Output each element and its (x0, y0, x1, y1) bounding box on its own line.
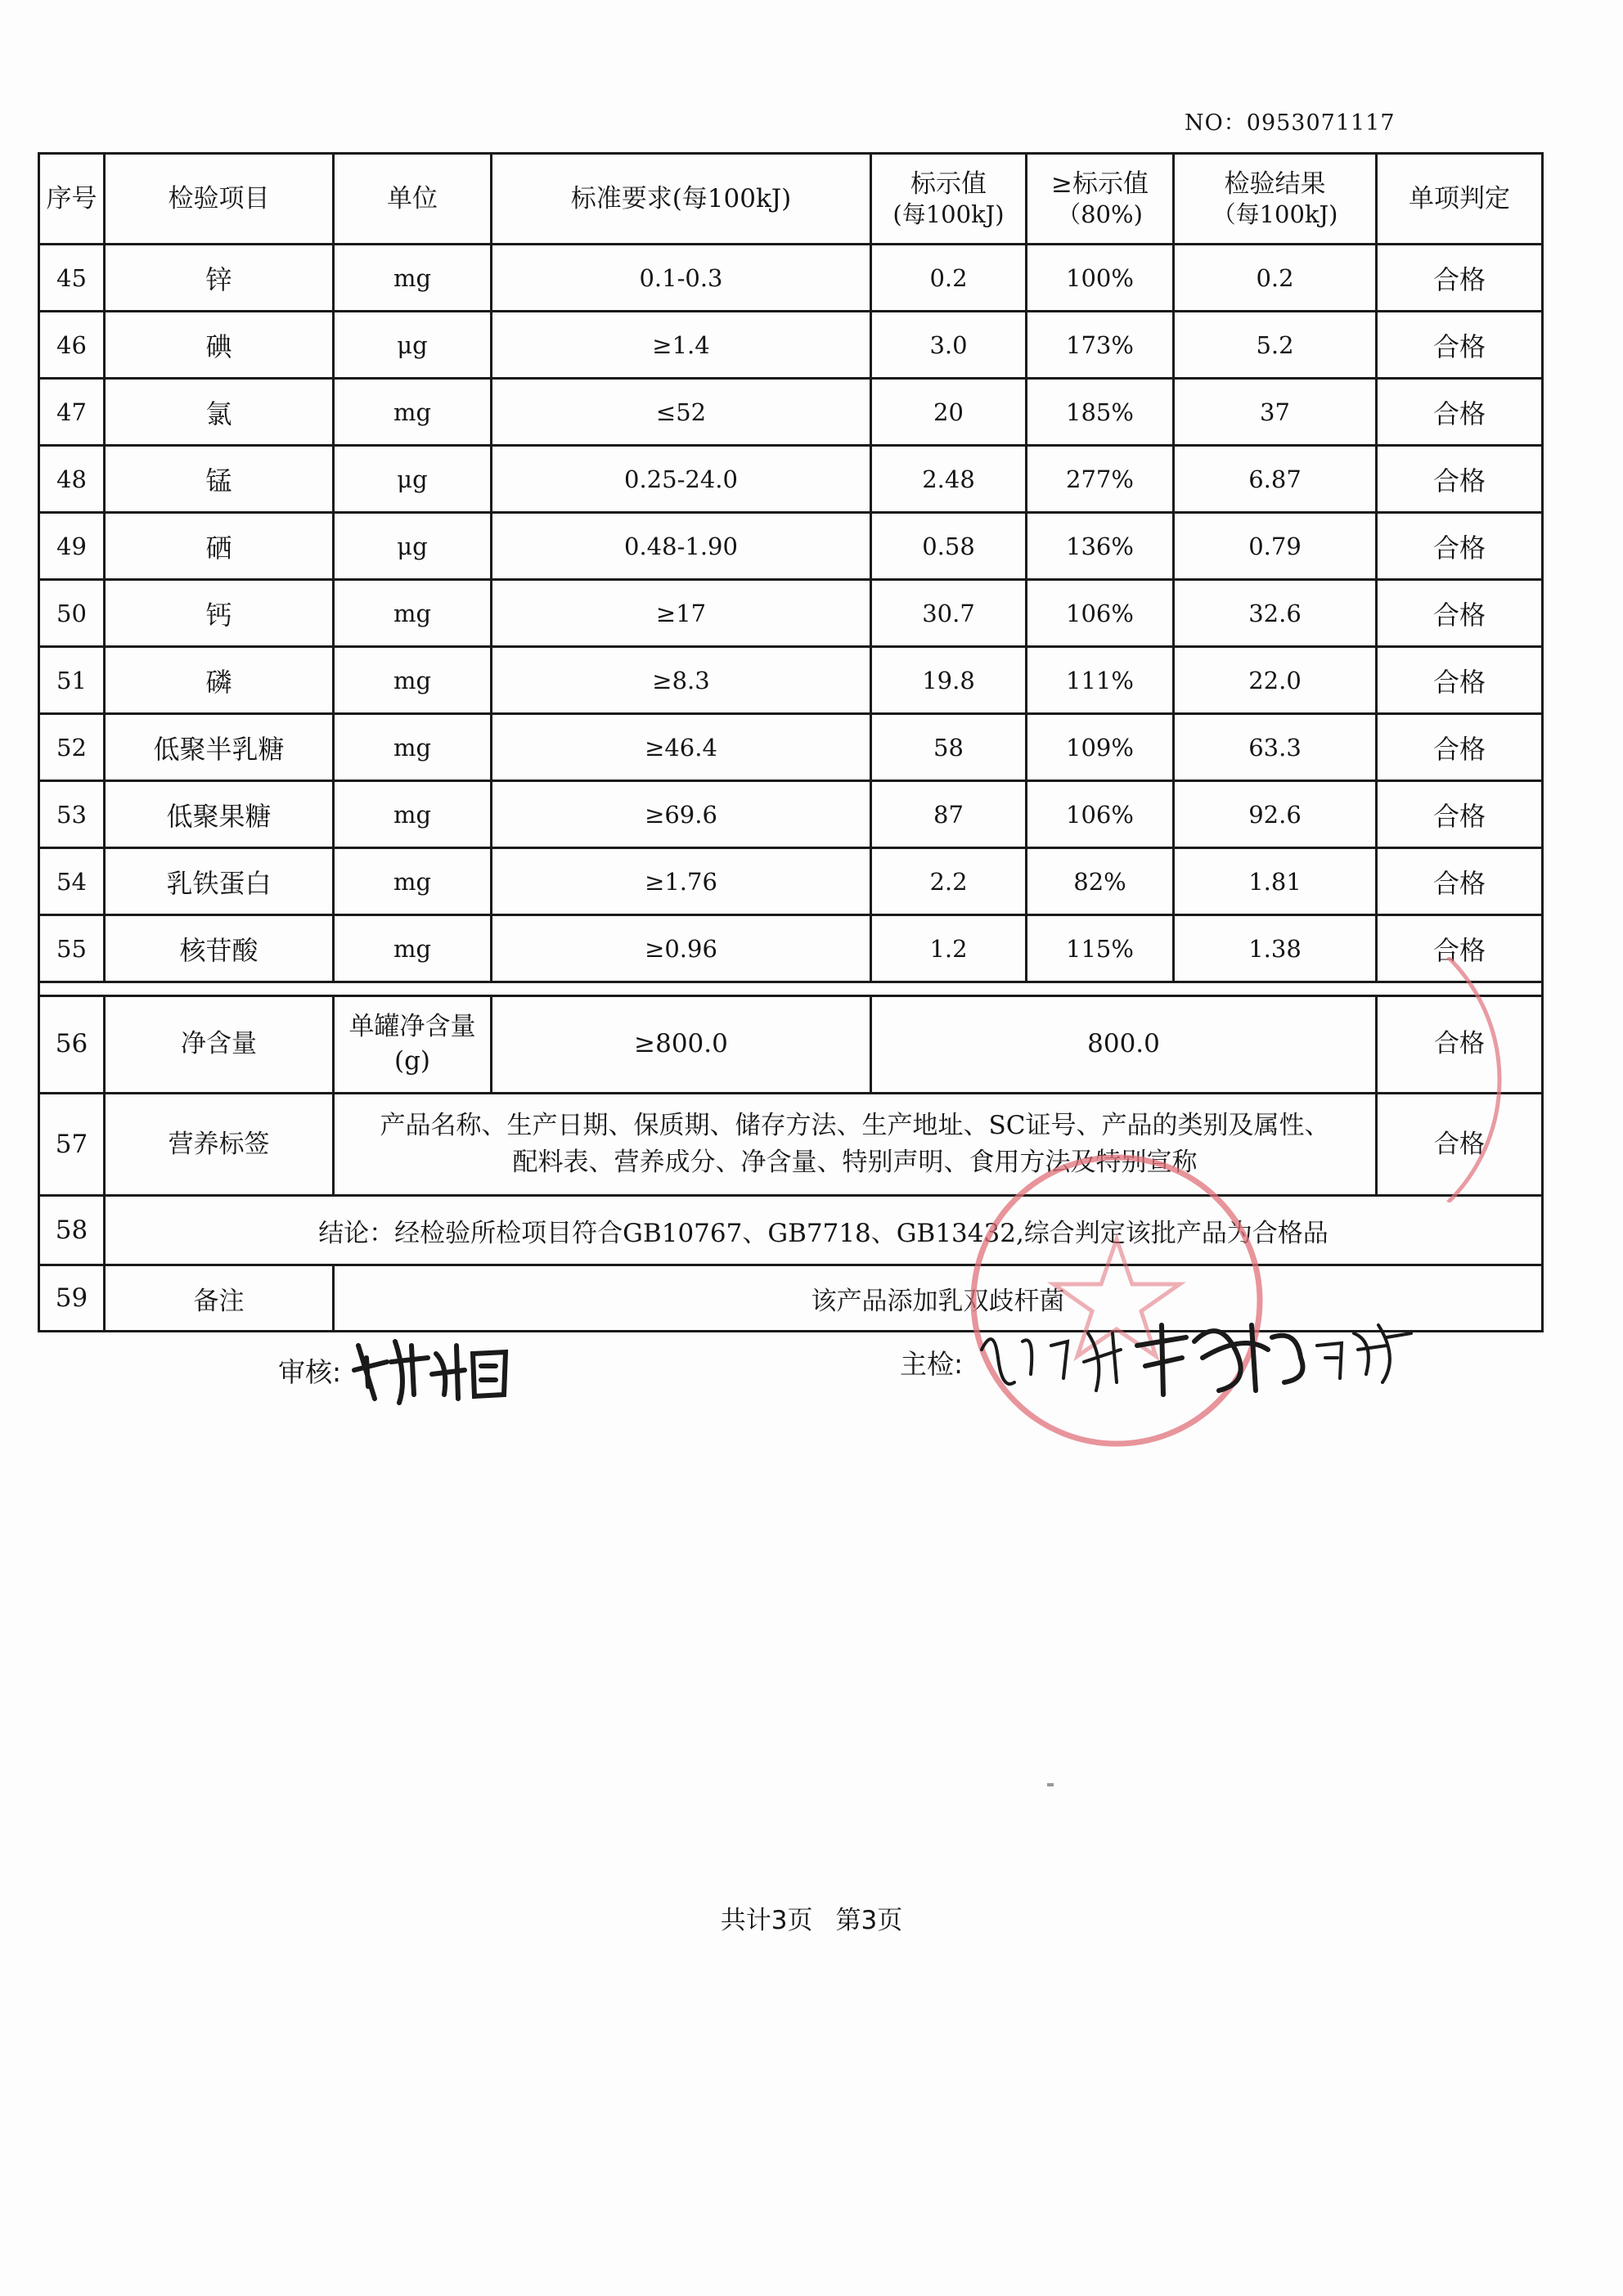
row-no: 48 (39, 446, 105, 513)
row-result: 0.2 (1174, 245, 1377, 312)
row-result: 6.87 (1174, 446, 1377, 513)
row-item: 锌 (105, 245, 334, 312)
row-judge: 合格 (1377, 1094, 1543, 1196)
conclusion-text: 结论：经检验所检项目符合GB10767、GB7718、GB13432,综合判定该批产品为合格品 (105, 1196, 1543, 1265)
row-unit: mg (334, 781, 492, 848)
row-standard: ≤52 (492, 379, 871, 446)
row-judge: 合格 (1377, 714, 1543, 781)
row-ratio: 111% (1027, 647, 1174, 714)
row-result: 0.79 (1174, 513, 1377, 580)
row-item: 低聚果糖 (105, 781, 334, 848)
row-no: 52 (39, 714, 105, 781)
table-row (39, 1094, 1543, 1196)
reviewer-signature (350, 1329, 514, 1411)
row-judge: 合格 (1377, 848, 1543, 915)
table-row (39, 781, 1543, 848)
inspector-signatures (973, 1301, 1415, 1415)
row-text-line2: 配料表、营养成分、净含量、特别声明、食用方法及特别宣称 (512, 1148, 1198, 1177)
row-no: 47 (39, 379, 105, 446)
row-item: 磷 (105, 647, 334, 714)
row-no: 55 (39, 915, 105, 982)
row-label-value: 1.2 (871, 915, 1027, 982)
table-body (39, 245, 1543, 982)
row-unit: mg (334, 245, 492, 312)
row-ratio: 109% (1027, 714, 1174, 781)
official-seal-edge (1415, 957, 1623, 1202)
row-ratio: 82% (1027, 848, 1174, 915)
row-judge: 合格 (1377, 245, 1543, 312)
table-row (39, 848, 1543, 915)
row-standard: ≥0.96 (492, 915, 871, 982)
row-no: 57 (39, 1094, 105, 1196)
row-judge: 合格 (1377, 513, 1543, 580)
row-standard: ≥17 (492, 580, 871, 647)
row-label-value: 0.58 (871, 513, 1027, 580)
row-standard: 0.25-24.0 (492, 446, 871, 513)
row-text-line1: 产品名称、生产日期、保质期、储存方法、生产地址、SC证号、产品的类别及属性、 (380, 1111, 1330, 1141)
table-row (39, 714, 1543, 781)
row-label-value: 3.0 (871, 312, 1027, 379)
row-item: 营养标签 (105, 1094, 334, 1196)
table-row (39, 915, 1543, 982)
row-result: 63.3 (1174, 714, 1377, 781)
row-unit: μg (334, 446, 492, 513)
row-ratio: 136% (1027, 513, 1174, 580)
table-header-row (39, 154, 1543, 245)
table-row (39, 996, 1543, 1094)
inspector-label: 主检: (900, 1348, 964, 1380)
table-gap-row (39, 982, 1543, 996)
page-current: 第3页 (835, 1906, 903, 1935)
row-value: 800.0 (871, 996, 1377, 1094)
table-row (39, 513, 1543, 580)
report-number: NO：0953071117 (1185, 110, 1396, 136)
row-item: 低聚半乳糖 (105, 714, 334, 781)
header-result (1174, 154, 1377, 245)
row-unit: μg (334, 513, 492, 580)
row-item: 氯 (105, 379, 334, 446)
row-no: 56 (39, 996, 105, 1094)
row-item: 备注 (105, 1265, 334, 1332)
row-judge: 合格 (1377, 781, 1543, 848)
row-label-value: 87 (871, 781, 1027, 848)
signature-area (0, 1333, 1623, 1497)
header-ratio-line1: ≥标示值 (1051, 168, 1149, 199)
row-judge: 合格 (1377, 312, 1543, 379)
page-total: 共计3页 (720, 1906, 813, 1935)
row-standard: ≥1.76 (492, 848, 871, 915)
table-row (39, 1196, 1543, 1265)
header-ratio-line2: （80%) (1057, 200, 1143, 229)
row-standard: ≥46.4 (492, 714, 871, 781)
row-no: 53 (39, 781, 105, 848)
header-label-value-line2: (每100kJ) (892, 200, 1005, 229)
row-item: 碘 (105, 312, 334, 379)
row-judge: 合格 (1377, 996, 1543, 1094)
row-item: 核苷酸 (105, 915, 334, 982)
row-result: 5.2 (1174, 312, 1377, 379)
header-ratio (1027, 154, 1174, 245)
row-result: 92.6 (1174, 781, 1377, 848)
header-result-line2: （每100kJ) (1212, 200, 1338, 229)
row-unit: mg (334, 848, 492, 915)
row-label-value: 2.2 (871, 848, 1027, 915)
scan-speck (1047, 1783, 1054, 1786)
row-judge: 合格 (1377, 379, 1543, 446)
row-result: 32.6 (1174, 580, 1377, 647)
row-ratio: 185% (1027, 379, 1174, 446)
table-row (39, 379, 1543, 446)
row-standard: ≥8.3 (492, 647, 871, 714)
row-unit (334, 996, 492, 1094)
row-no: 46 (39, 312, 105, 379)
header-unit: 单位 (334, 154, 492, 245)
header-label-value-line1: 标示值 (910, 168, 987, 199)
row-unit-line1: 单罐净含量 (348, 1012, 476, 1042)
row-standard: ≥1.4 (492, 312, 871, 379)
table-row (39, 312, 1543, 379)
row-result: 37 (1174, 379, 1377, 446)
row-result: 1.81 (1174, 848, 1377, 915)
row-no: 51 (39, 647, 105, 714)
header-judgement: 单项判定 (1377, 154, 1543, 245)
row-unit-line2: (g) (393, 1046, 431, 1076)
row-label-value: 58 (871, 714, 1027, 781)
inspection-table (38, 152, 1544, 1332)
table-row (39, 647, 1543, 714)
row-no: 49 (39, 513, 105, 580)
row-label-value: 0.2 (871, 245, 1027, 312)
table-row (39, 245, 1543, 312)
row-standard: ≥800.0 (492, 996, 871, 1094)
row-standard: 0.48-1.90 (492, 513, 871, 580)
reviewer-label: 审核: (278, 1356, 342, 1388)
row-judge: 合格 (1377, 580, 1543, 647)
row-unit: mg (334, 379, 492, 446)
row-no: 59 (39, 1265, 105, 1332)
row-ratio: 106% (1027, 580, 1174, 647)
header-seq: 序号 (39, 154, 105, 245)
row-judge: 合格 (1377, 647, 1543, 714)
row-ratio: 106% (1027, 781, 1174, 848)
page-footer (0, 1899, 1623, 1936)
row-standard: ≥69.6 (492, 781, 871, 848)
header-standard: 标准要求(每100kJ) (492, 154, 871, 245)
row-label-value: 2.48 (871, 446, 1027, 513)
row-unit: μg (334, 312, 492, 379)
header-label-value (871, 154, 1027, 245)
row-result: 1.38 (1174, 915, 1377, 982)
row-label-value: 19.8 (871, 647, 1027, 714)
row-unit: mg (334, 647, 492, 714)
row-no: 50 (39, 580, 105, 647)
gap-cell (39, 982, 1543, 996)
row-result: 22.0 (1174, 647, 1377, 714)
row-ratio: 100% (1027, 245, 1174, 312)
row-unit: mg (334, 915, 492, 982)
table-row (39, 446, 1543, 513)
row-no: 58 (39, 1196, 105, 1265)
row-label-value: 30.7 (871, 580, 1027, 647)
row-item: 锰 (105, 446, 334, 513)
row-judge: 合格 (1377, 446, 1543, 513)
row-item: 净含量 (105, 996, 334, 1094)
row-unit: mg (334, 714, 492, 781)
remark-text: 该产品添加乳双歧杆菌 (334, 1265, 1543, 1332)
row-label-value: 20 (871, 379, 1027, 446)
row-unit: mg (334, 580, 492, 647)
row-judge: 合格 (1377, 915, 1543, 982)
row-ratio: 173% (1027, 312, 1174, 379)
row-item: 硒 (105, 513, 334, 580)
row-no: 45 (39, 245, 105, 312)
row-no: 54 (39, 848, 105, 915)
row-item: 乳铁蛋白 (105, 848, 334, 915)
row-standard: 0.1-0.3 (492, 245, 871, 312)
row-ratio: 115% (1027, 915, 1174, 982)
row-ratio: 277% (1027, 446, 1174, 513)
table-row (39, 580, 1543, 647)
header-item: 检验项目 (105, 154, 334, 245)
row-item: 钙 (105, 580, 334, 647)
header-result-line1: 检验结果 (1224, 168, 1326, 199)
